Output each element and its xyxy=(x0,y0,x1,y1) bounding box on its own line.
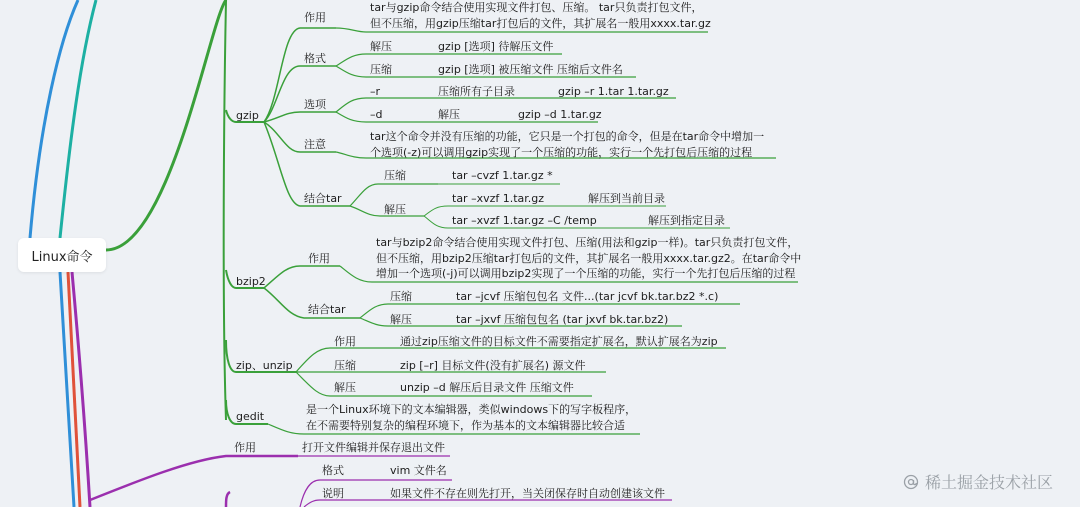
gzip-combine-compress-label: 压缩 xyxy=(384,169,406,182)
gzip-format-node[interactable]: 格式 xyxy=(304,52,326,65)
bzip2-node[interactable]: bzip2 xyxy=(236,275,266,288)
gzip-combine-extract-label: 解压 xyxy=(384,203,406,216)
gzip-format-extract-label: 解压 xyxy=(370,40,392,53)
vim-effect-value: 打开文件编辑并保存退出文件 xyxy=(302,441,445,454)
root-node[interactable] xyxy=(18,238,106,272)
watermark xyxy=(903,470,1053,493)
vim-desc-value: 如果文件不存在则先打开，当关闭保存时自动创建该文件 xyxy=(390,487,665,500)
zip-extract-value: unzip –d 解压后目录文件 压缩文件 xyxy=(400,381,574,394)
gzip-option-r-flag: –r xyxy=(370,85,381,98)
bzip2-effect-text-1: tar与bzip2命令结合使用实现文件打包、压缩(用法和gzip一样)。tar只负责打包文件， xyxy=(376,236,799,249)
gzip-format-compress-label: 压缩 xyxy=(370,63,392,76)
gzip-effect-text-2: 但不压缩，用gzip压缩tar打包后的文件，其扩展名一般用xxxx.tar.gz xyxy=(370,17,711,30)
bzip2-combine-node[interactable]: 结合tar xyxy=(308,303,346,316)
bzip2-effect-text-2: 但不压缩，用bzip2压缩tar打包后的文件，其扩展名一般用xxxx.tar.gz2。在tar命令中 xyxy=(376,252,802,265)
zip-compress-label: 压缩 xyxy=(334,359,356,372)
gedit-text-2: 在不需要特别复杂的编程环境下，作为基本的文本编辑器比较合适 xyxy=(306,419,625,432)
bzip2-effect-node[interactable]: 作用 xyxy=(308,252,330,265)
zip-extract-label: 解压 xyxy=(334,381,356,394)
bzip2-combine-compress-label: 压缩 xyxy=(390,290,412,303)
gzip-option-d-example: gzip –d 1.tar.gz xyxy=(518,108,602,121)
bzip2-combine-compress-value: tar –jcvf 压缩包包名 文件...(tar jcvf bk.tar.bz2 *.c) xyxy=(456,290,719,303)
at-icon xyxy=(903,474,919,490)
gzip-option-r-example: gzip –r 1.tar 1.tar.gz xyxy=(558,85,669,98)
gzip-option-r-desc: 压缩所有子目录 xyxy=(438,85,515,98)
watermark-text: 稀土掘金技术社区 xyxy=(925,473,1054,492)
gedit-node[interactable]: gedit xyxy=(236,410,265,423)
bzip2-effect-text-3: 增加一个选项(-j)可以调用bzip2实现了一个压缩的功能，实行一个先打包后压缩的过程 xyxy=(376,267,796,280)
zip-node[interactable]: zip、unzip xyxy=(236,359,293,372)
gzip-note-text-1: tar这个命令并没有压缩的功能，它只是一个打包的命令，但是在tar命令中增加一 xyxy=(370,130,765,143)
gzip-combine-extract-desc-2: 解压到指定目录 xyxy=(648,214,725,227)
gzip-combine-extract-desc-1: 解压到当前目录 xyxy=(588,192,665,205)
gedit-text-1: 是一个Linux环境下的文本编辑器，类似windows下的写字板程序， xyxy=(306,403,637,416)
gzip-node[interactable]: gzip xyxy=(236,109,259,122)
bzip2-combine-extract-label: 解压 xyxy=(390,313,412,326)
zip-effect-value: 通过zip压缩文件的目标文件不需要指定扩展名，默认扩展名为zip xyxy=(400,335,718,348)
gzip-combine-extract-cmd-1: tar –xvzf 1.tar.gz xyxy=(452,192,545,205)
gzip-options-node[interactable]: 选项 xyxy=(304,98,326,111)
gzip-format-extract-value: gzip [选项] 待解压文件 xyxy=(438,40,554,53)
gzip-effect-text-1: tar与gzip命令结合使用实现文件打包、压缩。 tar只负责打包文件， xyxy=(370,1,703,14)
gzip-effect-node[interactable]: 作用 xyxy=(304,11,326,24)
gzip-combine-node[interactable]: 结合tar xyxy=(304,192,342,205)
vim-format-value: vim 文件名 xyxy=(390,464,447,477)
gzip-note-node[interactable]: 注意 xyxy=(304,138,326,151)
vim-format-node[interactable]: 格式 xyxy=(322,464,344,477)
gzip-option-d-desc: 解压 xyxy=(438,108,460,121)
gzip-combine-compress-value: tar –cvzf 1.tar.gz * xyxy=(452,169,553,182)
bzip2-combine-extract-value: tar –jxvf 压缩包包名 (tar jxvf bk.tar.bz2) xyxy=(456,313,669,326)
gzip-format-compress-value: gzip [选项] 被压缩文件 压缩后文件名 xyxy=(438,63,623,76)
zip-effect-label: 作用 xyxy=(334,335,356,348)
vim-desc-node[interactable]: 说明 xyxy=(322,487,344,500)
gzip-note-text-2: 个选项(-z)可以调用gzip实现了一个压缩的功能，实行一个先打包后压缩的过程 xyxy=(370,146,753,159)
gzip-combine-extract-cmd-2: tar –xvzf 1.tar.gz –C /temp xyxy=(452,214,597,227)
zip-compress-value: zip [–r] 目标文件(没有扩展名) 源文件 xyxy=(400,359,586,372)
root-label: Linux命令 xyxy=(31,249,93,265)
gzip-option-d-flag: –d xyxy=(370,108,383,121)
vim-effect-node[interactable]: 作用 xyxy=(234,441,256,454)
